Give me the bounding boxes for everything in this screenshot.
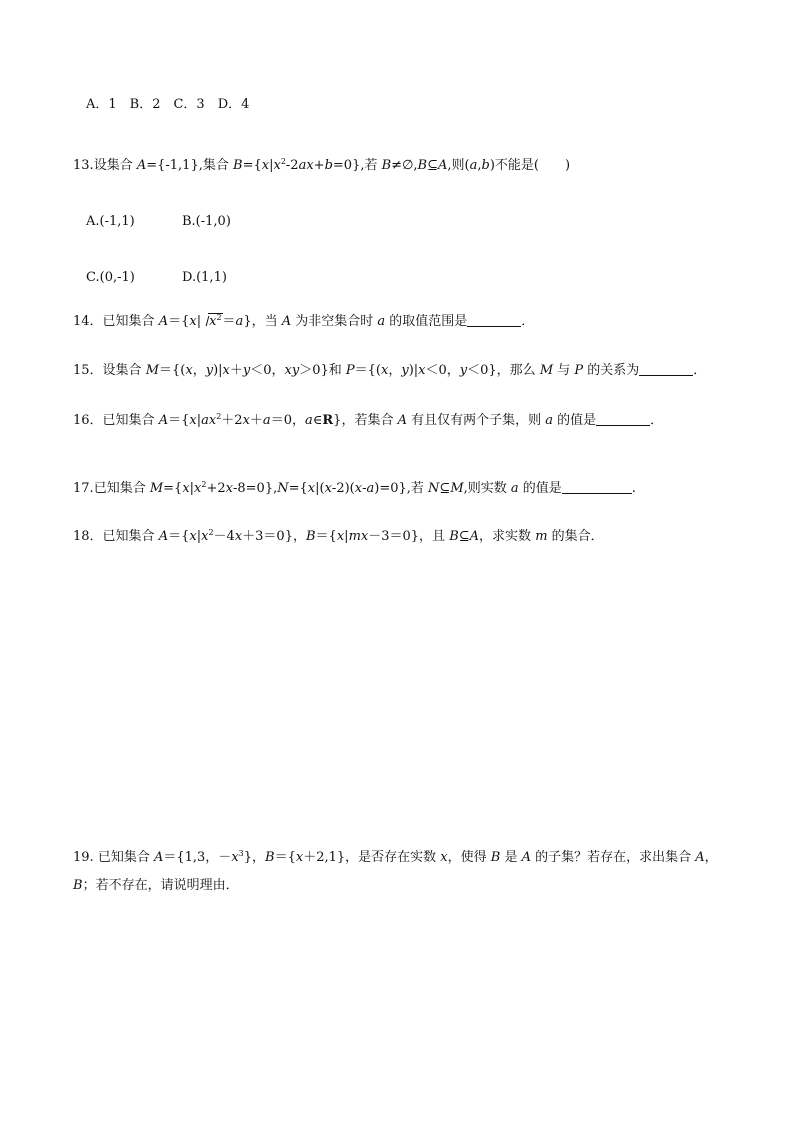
- q12-options: A．1 B．2 C．3 D．4: [86, 97, 250, 112]
- question-19-line-2: B；若不存在，请说明理由．: [73, 878, 239, 893]
- question-18: 18．已知集合 $A=\{x|x^2-4x+3=0\}$，B＝{x|mx－3＝0}，且 B⊆A，求实数 m 的集合．: [73, 528, 604, 544]
- answer-blank[interactable]: [562, 481, 632, 494]
- answer-blank[interactable]: [639, 363, 693, 376]
- question-16: 16．已知集合 $A=\{x|ax^2+2x+a=0$，a∈R}，若集合 A 有且仅有两个子集，则 a 的值是 ．: [73, 412, 664, 428]
- q13-option-c: C.(0,-1): [86, 270, 135, 285]
- answer-blank[interactable]: [596, 413, 650, 426]
- q13-option-d: D.(1,1): [182, 270, 227, 285]
- q13-option-b: B.(-1,0): [182, 214, 231, 229]
- question-13: 13.设集合 A={-1,1},集合 $B=\{x|x^2-2ax+b=0\}$,若 B≠∅,B⊆A,则(a,b)不能是( ): [73, 157, 571, 173]
- question-15: 15．设集合 M＝{(x，y)|x＋y＜0，xy＞0}和 P＝{(x，y)|x＜0，y＜0}，那么 M 与 P 的关系为 ．: [73, 363, 707, 378]
- square-root-symbol: $x^2$: [201, 313, 222, 331]
- q13-option-a: A.(-1,1): [86, 214, 135, 229]
- question-19-line-1: 19. 已知集合 A＝{1,3，$-x^3$}，B＝{x＋2,1}，是否存在实数 x，使得 B 是 A 的子集？若存在，求出集合 A，: [73, 849, 718, 865]
- question-17: 17.已知集合 $M=\{x|x^2+2x-8=0\},N=\{x|(x-2)(x-a)=0\}$,若 N⊆M,则实数 a 的值是 .: [73, 480, 636, 496]
- answer-blank[interactable]: [467, 314, 521, 327]
- question-14: 14．已知集合 A＝{x| $x^2=a$}，当 A 为非空集合时 a 的取值范围是 ．: [73, 313, 535, 329]
